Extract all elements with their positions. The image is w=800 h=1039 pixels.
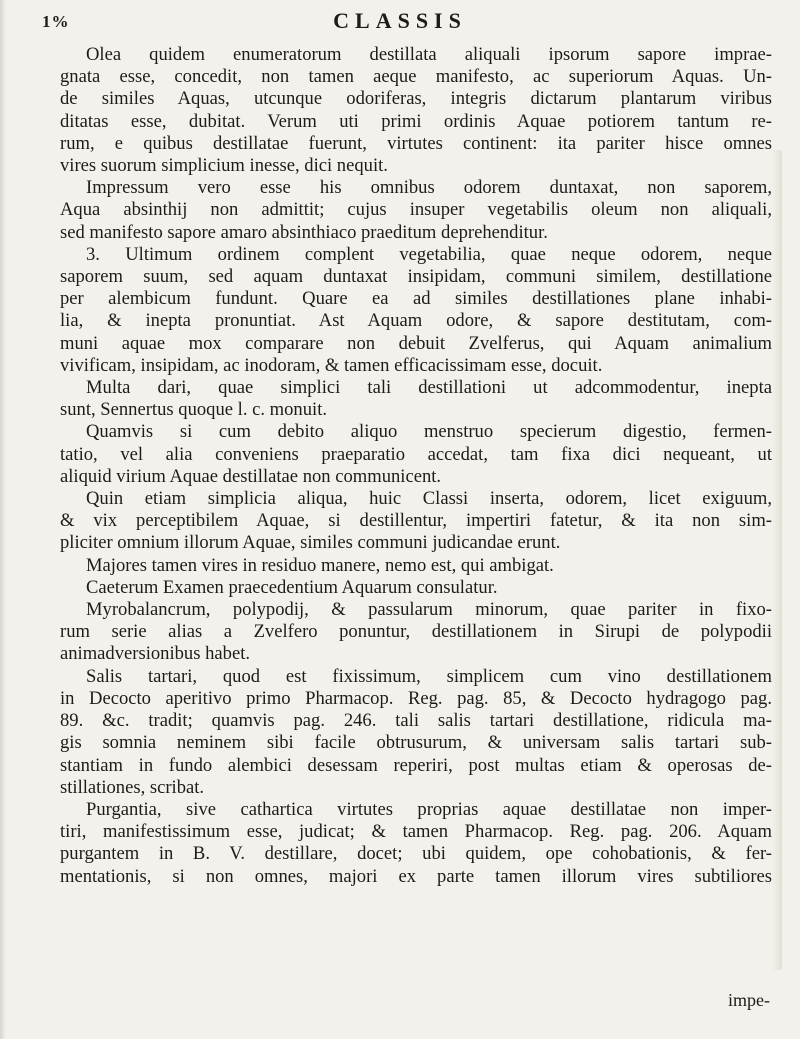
text-line: lia, & inepta pronuntiat. Ast Aquam odore, & sapore destitutam, com- xyxy=(60,310,772,332)
text-line: vires suorum simplicium inesse, dici nequit. xyxy=(60,155,388,177)
text-line: sunt, Sennertus quoque l. c. monuit. xyxy=(60,399,328,421)
text-line: ditatas esse, dubitat. Verum uti primi ordinis Aquae potiorem tantum re- xyxy=(60,110,772,132)
page-header xyxy=(40,6,760,36)
text-line: Caeterum Examen praecedentium Aquarum consulatur. xyxy=(86,576,498,598)
text-line: rum, e quibus destillatae fuerunt, virtutes continent: ita pariter hisce omnes xyxy=(60,132,772,154)
text-line: per alembicum fundunt. Quare ea ad similes destillationes plane inhabi- xyxy=(60,288,772,310)
text-line: mentationis, si non omnes, majori ex parte tamen illorum vires subtiliores xyxy=(60,865,772,887)
text-line: rum serie alias a Zvelfero ponuntur, destillationem in Sirupi de polypodii xyxy=(60,621,772,643)
text-line: 3. Ultimum ordinem complent vegetabilia, quae neque odorem, neque xyxy=(86,243,772,265)
text-line: Myrobalancrum, polypodij, & passularum minorum, quae pariter in fixo- xyxy=(86,599,772,621)
page-gutter-shadow xyxy=(0,0,6,1039)
text-line: purgantem in B. V. destillare, docet; ubi quidem, ope cohobationis, & fer- xyxy=(60,843,772,865)
text-line: stillationes, scribat. xyxy=(60,776,205,798)
text-line: gnata esse, concedit, non tamen aeque manifesto, ac superiorum Aquas. Un- xyxy=(60,66,772,88)
catchword: impe- xyxy=(728,990,770,1010)
text-line: & vix perceptibilem Aquae, si destillentur, impertiri fatetur, & ita non sim- xyxy=(60,510,772,532)
text-line: animadversionibus habet. xyxy=(60,643,251,665)
text-line: sed manifesto sapore amaro absinthiaco praeditum deprehenditur. xyxy=(60,221,548,243)
text-line: pliciter omnium illorum Aquae, similes communi judicandae erunt. xyxy=(60,532,561,554)
text-line: Aqua absinthij non admittit; cujus insuper vegetabilis oleum non aliquali, xyxy=(60,199,772,221)
text-line: tiri, manifestissimum esse, judicat; & tamen Pharmacop. Reg. pag. 206. Aquam xyxy=(60,821,772,843)
text-line: de similes Aquas, utcunque odoriferas, integris dictarum plantarum viribus xyxy=(60,88,772,110)
text-line: Quamvis si cum debito aliquo menstruo specierum digestio, fermen- xyxy=(86,421,772,443)
text-line: muni aquae mox comparare non debuit Zvelferus, qui Aquam animalium xyxy=(60,332,772,354)
text-line: Salis tartari, quod est fixissimum, simplicem cum vino destillationem xyxy=(86,665,772,687)
page-edge-stain xyxy=(772,150,782,970)
text-line: Impressum vero esse his omnibus odorem duntaxat, non saporem, xyxy=(86,177,772,199)
body-text xyxy=(60,44,772,888)
text-line: Majores tamen vires in residuo manere, nemo est, qui ambigat. xyxy=(86,554,554,576)
text-line: 89. &c. tradit; quamvis pag. 246. tali salis tartari destillatione, ridicula ma- xyxy=(60,710,772,732)
text-line: Quin etiam simplicia aliqua, huic Classi inserta, odorem, licet exiguum, xyxy=(86,488,772,510)
text-line: Olea quidem enumeratorum destillata aliquali ipsorum sapore imprae- xyxy=(86,44,772,65)
text-line: gis somnia neminem sibi facile obtrusurum, & universam salis tartari sub- xyxy=(60,732,772,754)
text-line: aliquid virium Aquae destillatae non communicent. xyxy=(60,465,442,487)
text-line: in Decocto aperitivo primo Pharmacop. Reg. pag. 85, & Decocto hydragogo pag. xyxy=(60,687,772,709)
text-line: saporem suum, sed aquam duntaxat insipidam, communi similem, destillatione xyxy=(60,266,772,288)
text-line: tatio, vel alia conveniens praeparatio accedat, tam fixa dici nequeant, ut xyxy=(60,443,772,465)
text-line: stantiam in fundo alembici desessam reperiri, post multas etiam & operosas de- xyxy=(60,754,772,776)
text-line: Multa dari, quae simplici tali destillationi ut adcommodentur, inepta xyxy=(86,377,772,399)
text-line: vivificam, insipidam, ac inodoram, & tamen efficacissimam esse, docuit. xyxy=(60,354,603,376)
running-head: CLASSIS xyxy=(333,8,467,33)
text-line: Purgantia, sive cathartica virtutes proprias aquae destillatae non imper- xyxy=(86,798,772,820)
page-number: 1% xyxy=(42,12,70,31)
